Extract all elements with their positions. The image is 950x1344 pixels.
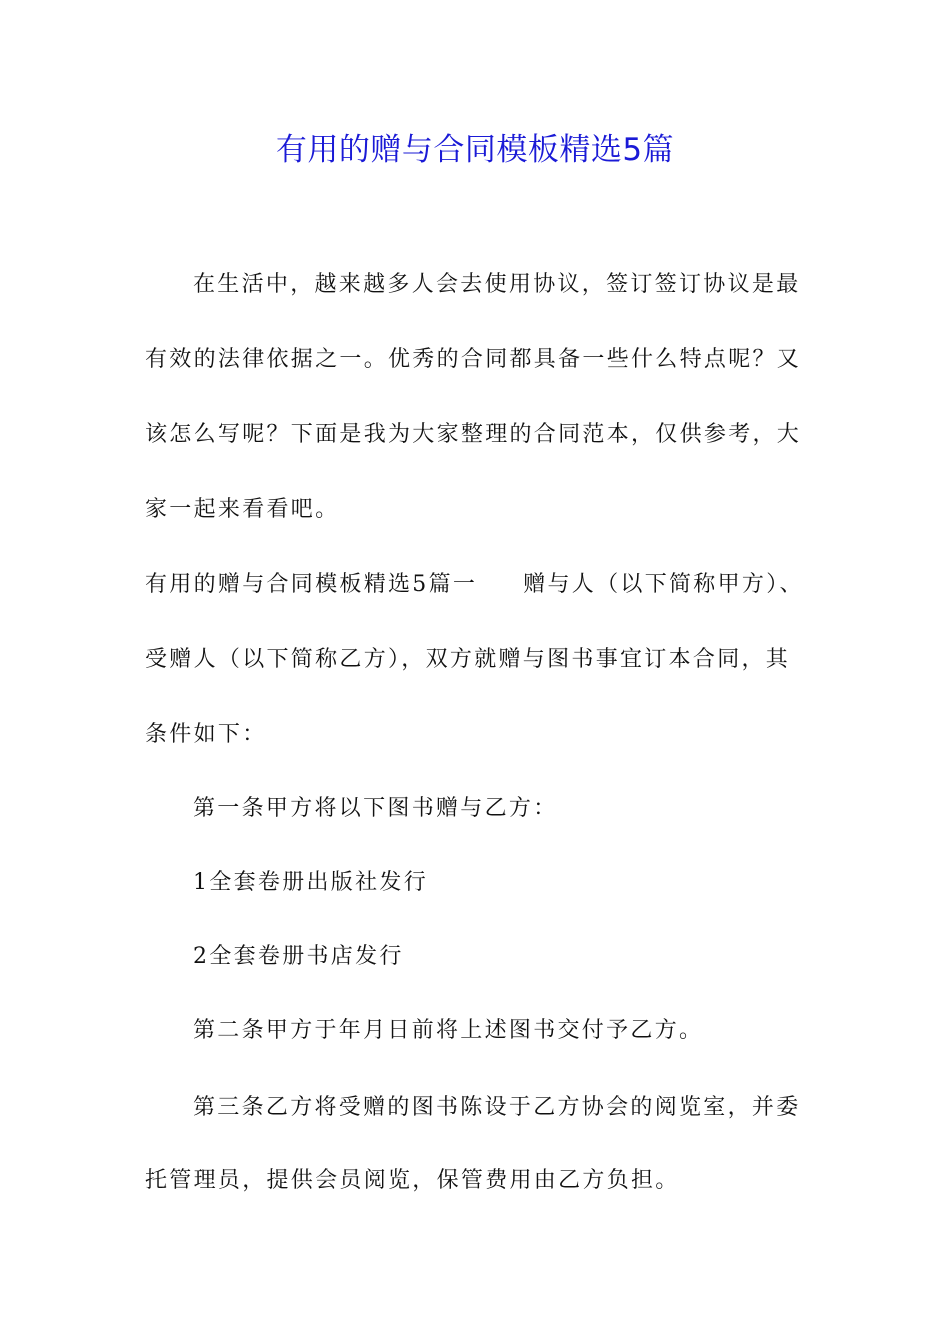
article-3-line-2: 托管理员，提供会员阅览，保管费用由乙方负担。 — [145, 1168, 680, 1193]
section-1-line-2: 受赠人（以下简称乙方），双方就赠与图书事宜订本合同，其 — [145, 647, 791, 672]
article-1: 第一条甲方将以下图书赠与乙方： — [193, 796, 558, 821]
intro-line-3: 该怎么写呢？下面是我为大家整理的合同范本，仅供参考，大 — [145, 422, 802, 447]
item-2: 2全套卷册书店发行 — [193, 944, 404, 969]
section-1-line-1-tail: 赠与人（以下简称甲方）、 — [523, 572, 804, 597]
article-2: 第二条甲方于年月日前将上述图书交付予乙方。 — [193, 1018, 704, 1043]
item-1: 1全套卷册出版社发行 — [193, 870, 428, 895]
section-1-line-1 — [145, 570, 804, 600]
article-3-line-1: 第三条乙方将受赠的图书陈设于乙方协会的阅览室，并委 — [193, 1095, 801, 1120]
document-title: 有用的赠与合同模板精选5篇 — [275, 132, 675, 168]
section-1-heading: 有用的赠与合同模板精选5篇一 — [145, 572, 478, 597]
intro-line-4: 家一起来看看吧。 — [145, 497, 340, 522]
intro-line-1: 在生活中，越来越多人会去使用协议，签订签订协议是最 — [193, 272, 801, 297]
section-1-line-3: 条件如下： — [145, 722, 267, 747]
intro-line-2: 有效的法律依据之一。优秀的合同都具备一些什么特点呢？又 — [145, 347, 802, 372]
